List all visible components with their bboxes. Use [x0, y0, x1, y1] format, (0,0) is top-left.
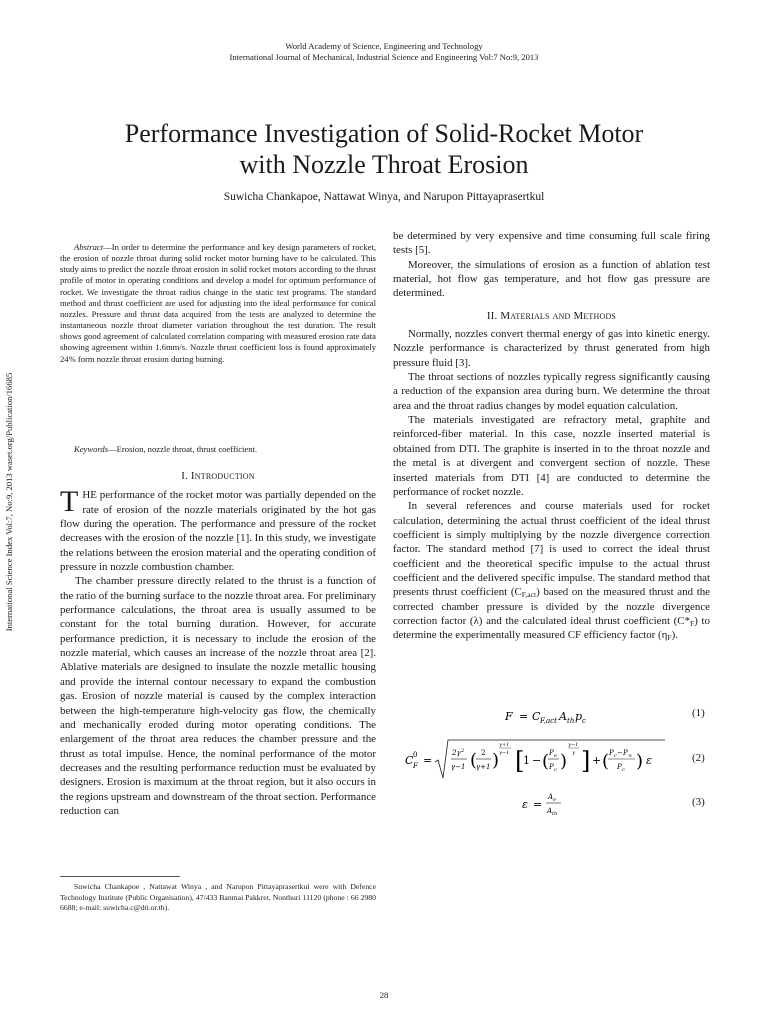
svg-text:P: P [617, 763, 622, 771]
svg-text:th: th [552, 811, 558, 817]
svg-text:2: 2 [461, 748, 465, 754]
keywords-text: —Erosion, nozzle throat, thrust coefficient. [108, 444, 258, 454]
keywords [60, 444, 376, 454]
svg-text:c: c [582, 717, 586, 725]
svg-text:ε: ε [522, 798, 528, 811]
svg-text:P: P [549, 763, 554, 771]
drop-cap: T [60, 485, 79, 519]
title-line-1: Performance Investigation of Solid-Rocket Motor [124, 119, 644, 148]
svg-text:∞: ∞ [628, 753, 633, 759]
svg-text:A: A [548, 793, 554, 801]
svg-text:c: c [622, 767, 625, 773]
page-number: 28 [379, 990, 389, 1000]
right-paragraph-continued: be determined by very expensive and time consuming full scale firing tests [5]. [393, 230, 710, 257]
footnote-rule [60, 876, 180, 877]
svg-text:γ−1: γ−1 [499, 750, 510, 756]
svg-text:A: A [547, 807, 553, 815]
sidebar-citation-text: International Science Index Vol:7, No:9, 2013 waset.org/Publication/16685 [4, 372, 14, 632]
svg-text:th: th [567, 717, 575, 725]
header-line-2: International Journal of Mechanical, Industrial Science and Engineering Vol:7 No:9, 2013 [229, 52, 539, 62]
svg-text:=: = [533, 798, 543, 811]
svg-text:γ+1: γ+1 [476, 763, 491, 771]
footnote-text: Suwicha Chankapoe , Nattawat Winya , and Narupon Pittayaprasertkul were with Defence Technology Institute (Public Organisation), 47/433 Banmai Pakkret, Nonthuri 11120 (phone : 66 2980 6688; e-mail: suwicha.c@dti.or.th). [60, 882, 376, 913]
svg-text:P: P [609, 749, 614, 757]
svg-text:F: F [505, 710, 513, 723]
svg-text:2γ: 2γ [452, 749, 461, 757]
svg-text:P: P [549, 749, 554, 757]
svg-text:): ) [492, 750, 500, 771]
svg-text:P: P [623, 749, 628, 757]
equation-2-formula [403, 738, 668, 784]
footnote [60, 882, 376, 914]
abstract [60, 242, 376, 365]
svg-text:[: [ [515, 747, 525, 775]
svg-text:γ−1: γ−1 [568, 742, 579, 748]
equation-1-number: (1) [692, 707, 705, 719]
equation-2-number: (2) [692, 752, 705, 764]
svg-text:c: c [554, 767, 557, 773]
methods-paragraph-1: Normally, nozzles convert thermal energy of gas into kinetic energy. Nozzle performance is characterized by thrust generated from high pressure fluid [3]. [393, 328, 710, 369]
svg-text:=: = [423, 754, 433, 767]
methods-paragraph-3: The materials investigated are refractory metal, graphite and reinforced-fiber material. In this case, nozzle inserted material is obtained from DTI. The graphite is inserted in to the throat nozzle and the metal is at divergent and convergent section of nozzle. These inserted materials from DTI [4] are conducted to determine the performance of rocket nozzle. [393, 414, 710, 498]
right-column [393, 229, 710, 643]
svg-text:0: 0 [413, 751, 418, 759]
equation-2 [403, 738, 668, 789]
svg-text:F: F [413, 762, 418, 770]
svg-text:A: A [559, 710, 567, 723]
svg-text:F,act: F,act [540, 717, 557, 725]
svg-text:C: C [532, 710, 541, 723]
journal-header [0, 41, 768, 63]
header-line-1: World Academy of Science, Engineering and Technology [285, 41, 483, 51]
svg-text:): ) [560, 751, 568, 772]
section-heading-introduction: I. Introduction [181, 470, 255, 482]
svg-text:e: e [553, 797, 556, 803]
svg-text:c: c [614, 753, 617, 759]
sidebar-citation [2, 352, 16, 652]
authors: Suwicha Chankapoe, Nattawat Winya, and Narupon Pittayaprasertkul [223, 191, 545, 203]
svg-text:): ) [636, 751, 644, 772]
keywords-label: Keywords [74, 444, 109, 454]
svg-text:2: 2 [481, 749, 486, 757]
svg-text:(: ( [470, 750, 478, 771]
svg-text:+: + [592, 754, 602, 767]
svg-text:C: C [405, 754, 414, 767]
right-paragraph-1: Moreover, the simulations of erosion as a function of ablation test material, hot flow gas temperature, and hot flow gas pressure are determined. [393, 258, 710, 300]
svg-text:1: 1 [523, 754, 530, 767]
intro-paragraph-1 [60, 485, 376, 574]
svg-text:γ+1: γ+1 [499, 742, 510, 748]
svg-text:γ−1: γ−1 [451, 763, 466, 771]
intro-paragraph-2: The chamber pressure directly related to the thrust is a function of the ratio of the burning surface to the nozzle throat area. For preliminary performance calculations, the throat area is usually assumed to be constant for the total burning duration. However, for accurate performance prediction, it is necessary to include the erosion of the nozzle material, which causes an increase of the nozzle throat area [2]. Ablative materials are designed to insulate the nozzle metallic housing and provide the internal contour necessary to expand the combustion gas. Erosion of nozzle material is caused by the complex interaction between the high-temperature high-velocity gas flow, the chemically and mechanically eroded during motor operating conditions. The enlargement of the throat area reduces the chamber pressure and the thrust as total impulse. Hence, the nominal performance of the motor decreases and the resulting performance reduction must be evaluated by designers. Erosion is maximum at the throat region, but it also occurs in the regions upstream and downstream of the throat section. Performance reduction can [60, 575, 377, 817]
svg-text:=: = [519, 710, 529, 723]
equation-3 [520, 787, 570, 826]
section-heading-methods: II. Materials and Methods [486, 309, 617, 322]
svg-text:(: ( [602, 751, 610, 772]
title-line-2: with Nozzle Throat Erosion [239, 150, 529, 179]
abstract-label: Abstract [74, 242, 104, 252]
intro-paragraph-1-text: HE performance of the rocket motor was partially depended on the rate of erosion of the nozzle materials originated by the hot gas flow during the operation. The performance and pressure of the rocket decreases with the erosion of the nozzle [1]. In this study, we investigate the relations between the erosion material and the operating condition of pressure in nozzle combustion chamber. [60, 489, 376, 574]
svg-text:e: e [554, 753, 557, 759]
svg-text:ε: ε [646, 754, 652, 767]
svg-text:p: p [575, 710, 583, 723]
methods-paragraph-2: The throat sections of nozzles typically regress significantly causing a reduction of the expansion area during burn. We determine the throat area and the throat radius changes by model equation calculation. [393, 371, 710, 412]
equation-1 [505, 706, 595, 729]
methods-paragraph-4: In several references and course materials used for rocket calculation, determining the actual thrust coefficient of the ideal thrust coefficient is simply multiplying by the nozzle divergence correction factor. The standard method [7] is used to correct the ideal thrust coefficient and the theoretical specific impulse to the actual thrust coefficient and the delivered specific impulse. The standard method that presents thrust coefficient $(C_{F,act})$ based on the measured thrust and the corrected chamber pressure is divided by the nozzle divergence correction factor (λ) and the calculated ideal thrust coefficient $(C*_F)$ to determine the experimentally measured CF efficiency factor $(\eta_F)$. [393, 500, 710, 643]
svg-text:]: ] [581, 747, 591, 775]
svg-text:−: − [617, 749, 623, 757]
equation-1-formula [505, 706, 595, 726]
svg-text:γ: γ [572, 750, 575, 756]
abstract-text: —In order to determine the performance and key design parameters of rocket, the erosion of nozzle throat during solid rocket motor burning have to be calculated. This study aims to predict the nozzle throat erosion in solid rocket motors according to the thrust profile of motor in operating conditions and develop a model for optimum performance of rocket. We investigate the throat radius change in the static test programs. The standard method and thrust coefficient are used for adjusting into the ideal performance for conical nozzles. Pressure and thrust data acquired from the tests are analyzed to determine the instantaneous nozzle throat diameter variation throughout the test duration. The result shows good agreement of calculated correlation comparing with measured erosion rate data showing agreement within 1.6mm/s. Nozzle thrust coefficient loss is found approximately 24% form nozzle throat erosion during burning. [60, 242, 376, 364]
svg-text:−: − [532, 754, 542, 767]
equation-3-formula [520, 787, 570, 821]
equation-3-number: (3) [692, 796, 705, 808]
left-column [60, 469, 376, 818]
svg-text:(: ( [542, 751, 550, 772]
paper-title [60, 118, 708, 180]
